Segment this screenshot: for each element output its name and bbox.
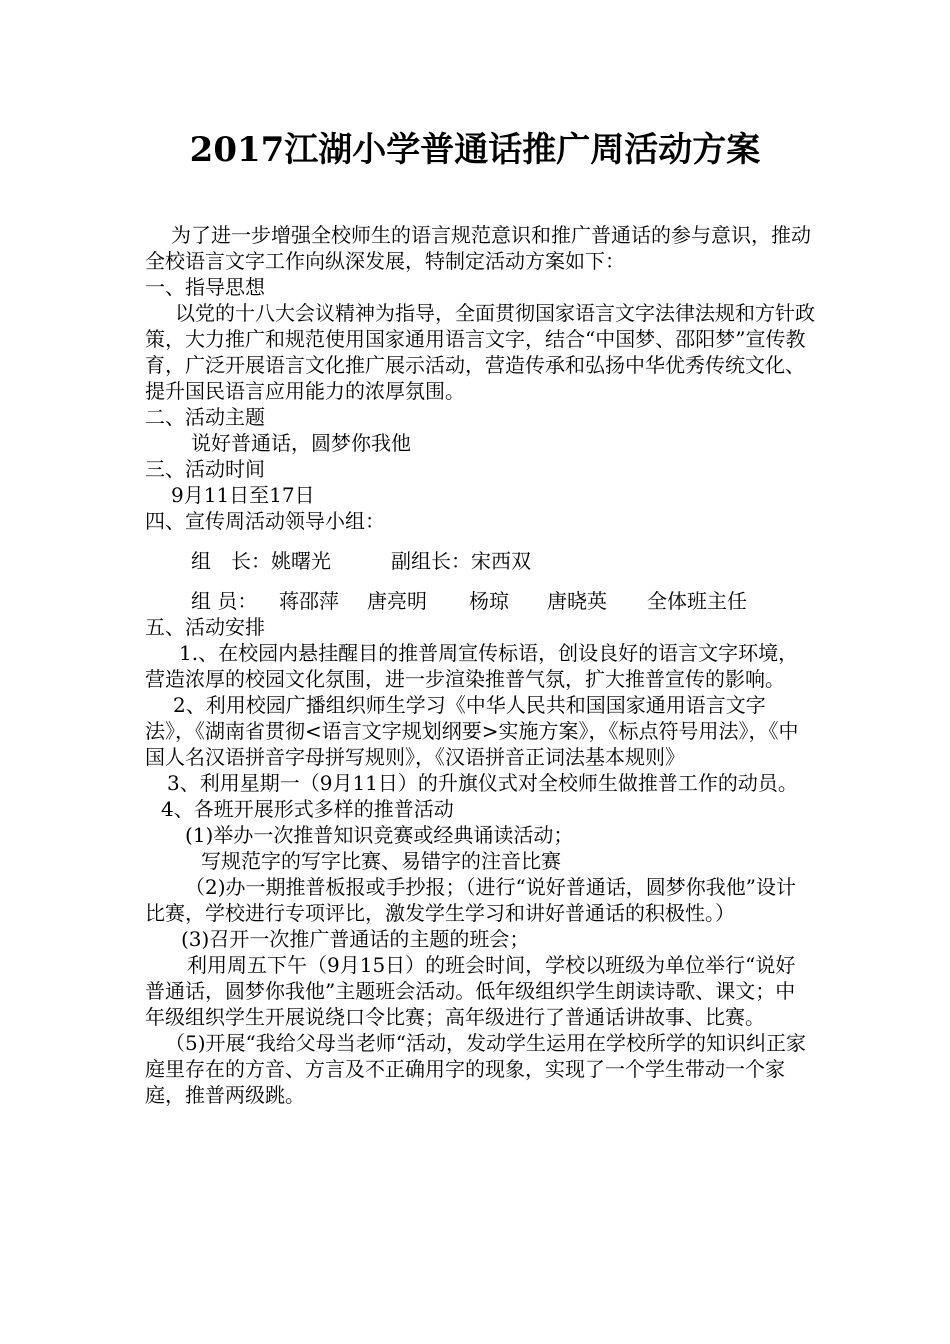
document-title: 2017江湖小学普通话推广周活动方案	[189, 130, 761, 170]
arrangement-item-2: 2、利用校园广播组织师生学习《中华人民共和国国家通用语言文字法》，《湖南省贯彻<语言文字规划纲要>实施方案》，《标点符号用法》，《中国人名汉语拼音字母拼写规则》，《汉语拼音正词法基本规则》	[145, 693, 799, 769]
member-name: 唐晓英	[547, 589, 607, 613]
section-heading-time: 三、活动时间	[145, 457, 265, 481]
sub-item-1-detail: 写规范字的写字比赛、易错字的注音比赛	[201, 849, 561, 873]
section-heading-arrangement: 五、活动安排	[145, 615, 265, 639]
time-text: 9月11日至17日	[171, 483, 315, 507]
leader-line	[145, 548, 815, 574]
members-line	[145, 588, 815, 614]
sub-item-5: （5)开展“我给父母当老师“活动，发动学生运用在学校所学的知识纠正家庭里存在的方音、方言及不正确用字的现象，实现了一个学生带动一个家庭，推普两级跳。	[145, 1031, 806, 1107]
arrangement-item-4: 4、各班开展形式多样的推普活动	[161, 797, 454, 821]
document-body	[145, 222, 815, 1108]
member-name: 唐亮明	[367, 589, 427, 613]
sub-item-2: （2)办一期推普板报或手抄报；（进行“说好普通话，圆梦你我他”设计比赛，学校进行专项评比，激发学生学习和讲好普通话的积极性。）	[145, 875, 796, 925]
sub-item-3-detail: 利用周五下午（9月15日）的班会时间，学校以班级为单位举行“说好普通话，圆梦你我他”主题班会活动。低年级组织学生朗读诗歌、课文；中年级组织学生开展说绕口令比赛；高年级进行了普通话讲故事、比赛。	[145, 953, 796, 1029]
intro-paragraph: 为了进一步增强全校师生的语言规范意识和推广普通话的参与意识，推动全校语言文字工作向纵深发展，特制定活动方案如下：	[145, 223, 811, 273]
sub-item-1: (1)举办一次推普知识竞赛或经典诵读活动；	[185, 823, 574, 847]
member-name: 杨琼	[469, 589, 509, 613]
members-label: 组 员：	[191, 589, 258, 613]
arrangement-item-3: 3、利用星期一（9月11日）的升旗仪式对全校师生做推普工作的动员。	[167, 771, 798, 795]
leader-label: 组 长：姚曙光	[191, 549, 331, 573]
deputy-label: 副组长：宋西双	[391, 549, 531, 573]
section-heading-leadership: 四、宣传周活动领导小组：	[145, 509, 385, 533]
guiding-thought-paragraph: 以党的十八大会议精神为指导，全面贯彻国家语言文字法律法规和方针政策，大力推广和规范使用国家通用语言文字，结合“中国梦、邵阳梦”宣传教育，广泛开展语言文化推广展示活动，营造传承和弘扬中华优秀传统文化、提升国民语言应用能力的浓厚氛围。	[145, 301, 815, 403]
section-heading-guiding-thought: 一、指导思想	[145, 275, 265, 299]
section-heading-theme: 二、活动主题	[145, 405, 265, 429]
theme-text: 说好普通话，圆梦你我他	[191, 431, 411, 455]
member-name: 全体班主任	[647, 589, 747, 613]
member-name: 蒋邵萍	[279, 589, 339, 613]
arrangement-item-1: 1.、在校园内悬挂醒目的推普周宣传标语，创设良好的语言文字环境，营造浓厚的校园文化氛围，进一步渲染推普气氛，扩大推普宣传的影响。	[145, 641, 799, 691]
sub-item-3: (3)召开一次推广普通话的主题的班会；	[181, 927, 530, 951]
